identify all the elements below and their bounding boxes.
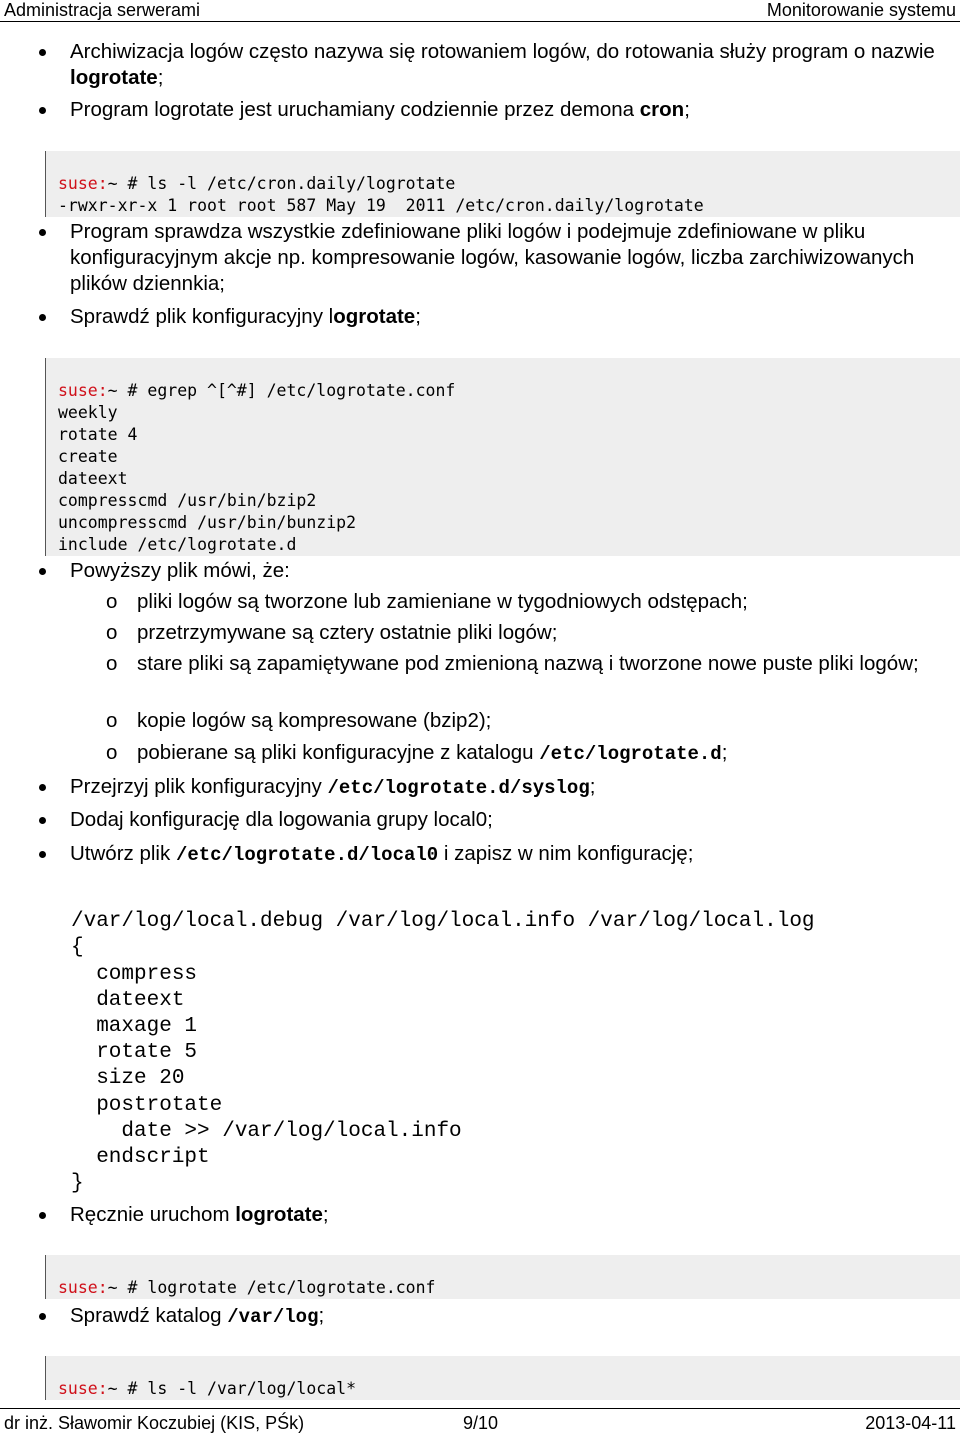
code-line: suse:~ # ls -l /var/log/local* bbox=[58, 1379, 357, 1398]
footer-author: dr inż. Sławomir Koczubiej (KIS, PŚk) bbox=[4, 1413, 305, 1433]
config-line: { bbox=[71, 936, 84, 960]
code-line: dateext bbox=[58, 469, 128, 488]
code-line: create bbox=[58, 447, 118, 466]
bullet-run-manually: Ręcznie uruchom logrotate; bbox=[70, 1202, 950, 1228]
footer-date: 2013-04-11 bbox=[865, 1413, 956, 1433]
footer-page-number: 9/10 bbox=[463, 1413, 499, 1433]
code-line: include /etc/logrotate.d bbox=[58, 535, 297, 554]
code-line: suse:~ # egrep ^[^#] /etc/logrotate.conf bbox=[58, 381, 456, 400]
sub-compress: o kopie logów są kompresowane (bzip2); bbox=[137, 708, 937, 734]
code-line: compresscmd /usr/bin/bzip2 bbox=[58, 491, 317, 510]
config-line: postrotate bbox=[71, 1093, 223, 1117]
header-topic-title: Monitorowanie systemu bbox=[766, 0, 956, 20]
sub-weekly: o pliki logów są tworzone lub zamieniane w tygodniowych odstępach; bbox=[137, 589, 937, 615]
page-header bbox=[0, 0, 960, 22]
code-line: uncompresscmd /usr/bin/bunzip2 bbox=[58, 513, 357, 532]
code-line: suse:~ # ls -l /etc/cron.daily/logrotate bbox=[58, 174, 456, 193]
config-line: maxage 1 bbox=[71, 1015, 198, 1039]
config-line: } bbox=[71, 1172, 84, 1196]
config-line: compress bbox=[71, 962, 198, 986]
bullet-check-var-log: Sprawdź katalog /var/log; bbox=[70, 1303, 950, 1330]
code-block-egrep bbox=[45, 358, 960, 556]
bullet-program-checks: Program sprawdza wszystkie zdefiniowane pliki logów i podejmuje zdefiniowane w pliku konfiguracyjnym akcje np. kompresowanie logów, kasowanie logów, liczba zarchiwizowanych plików dziennkia; bbox=[70, 219, 950, 297]
code-block-ls-cron bbox=[45, 151, 960, 217]
bullet-cron: Program logrotate jest uruchamiany codziennie przez demona cron; bbox=[70, 97, 950, 123]
page-footer bbox=[0, 1408, 960, 1436]
config-line: dateext bbox=[71, 988, 185, 1012]
code-block-run-logrotate bbox=[45, 1255, 960, 1299]
bullet-check-config: Sprawdź plik konfiguracyjny logrotate; bbox=[70, 304, 950, 330]
config-line: /var/log/local.debug /var/log/local.info /var/log/local.log bbox=[71, 910, 815, 934]
config-line: size 20 bbox=[71, 1067, 185, 1091]
config-listing bbox=[71, 883, 951, 1197]
config-line: endscript bbox=[71, 1146, 210, 1170]
code-block-ls-local bbox=[45, 1356, 960, 1400]
sub-create: o stare pliki są zapamiętywane pod zmienioną nazwą i tworzone nowe puste pliki logów; bbox=[137, 651, 927, 677]
bullet-create-file: Utwórz plik /etc/logrotate.d/local0 i zapisz w nim konfigurację; bbox=[70, 841, 950, 868]
code-line: suse:~ # logrotate /etc/logrotate.conf bbox=[58, 1278, 436, 1297]
bullet-logrotate-intro: Archiwizacja logów często nazywa się rotowaniem logów, do rotowania służy program o nazwie logrotate; bbox=[70, 39, 950, 91]
config-line: date >> /var/log/local.info bbox=[71, 1119, 462, 1143]
code-line: weekly bbox=[58, 403, 118, 422]
code-line: -rwxr-xr-x 1 root root 587 May 19 2011 /etc/cron.daily/logrotate bbox=[58, 196, 704, 215]
header-course-title: Administracja serwerami bbox=[4, 0, 201, 20]
bullet-review-syslog: Przejrzyj plik konfiguracyjny /etc/logrotate.d/syslog; bbox=[70, 774, 950, 801]
sub-rotate-four: o przetrzymywane są cztery ostatnie pliki logów; bbox=[137, 620, 937, 646]
code-line: rotate 4 bbox=[58, 425, 138, 444]
bullet-file-says: Powyższy plik mówi, że: bbox=[70, 558, 950, 584]
sub-include: o pobierane są pliki konfiguracyjne z katalogu /etc/logrotate.d; bbox=[137, 740, 937, 767]
bullet-add-local0: Dodaj konfigurację dla logowania grupy local0; bbox=[70, 807, 950, 833]
config-line: rotate 5 bbox=[71, 1041, 198, 1065]
